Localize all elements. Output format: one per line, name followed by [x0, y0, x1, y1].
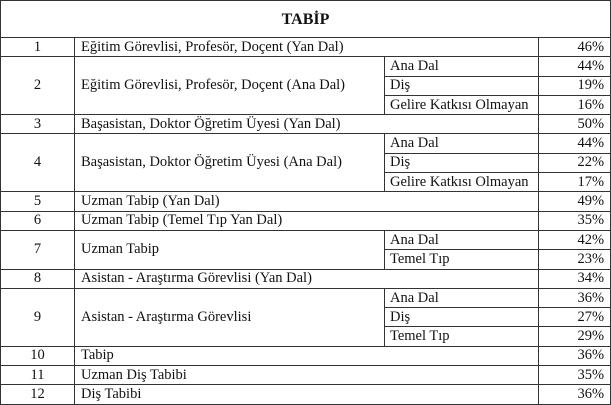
- row-number: 10: [1, 346, 75, 365]
- row-percentage: 35%: [539, 211, 611, 230]
- row-percentage: 36%: [539, 385, 611, 404]
- row-number: 1: [1, 38, 75, 57]
- row-number: 9: [1, 288, 75, 346]
- sub-category-percentage: 29%: [539, 327, 611, 346]
- row-number: 5: [1, 192, 75, 211]
- row-number: 8: [1, 269, 75, 288]
- sub-category-percentage: 42%: [539, 230, 611, 249]
- table-row: [1, 366, 611, 385]
- sub-category-label: Diş: [385, 308, 539, 327]
- table-row: [1, 346, 611, 365]
- sub-category-label: Ana Dal: [385, 57, 539, 76]
- row-label: Başasistan, Doktor Öğretim Üyesi (Yan Dal): [75, 115, 539, 134]
- row-number: 11: [1, 366, 75, 385]
- row-number: 6: [1, 211, 75, 230]
- row-label: Başasistan, Doktor Öğretim Üyesi (Ana Dal): [75, 134, 385, 192]
- row-label: Uzman Tabip: [75, 230, 385, 269]
- row-percentage: 50%: [539, 115, 611, 134]
- sub-category-label: Diş: [385, 76, 539, 95]
- row-number: 2: [1, 57, 75, 115]
- table-row: [1, 269, 611, 288]
- row-number: 12: [1, 385, 75, 404]
- table-row: [1, 211, 611, 230]
- title-row: [1, 1, 611, 38]
- sub-category-label: Diş: [385, 153, 539, 172]
- table-row: [1, 192, 611, 211]
- sub-category-label: Ana Dal: [385, 134, 539, 153]
- table-row: [1, 134, 611, 153]
- table-row: [1, 38, 611, 57]
- row-label: Eğitim Görevlisi, Profesör, Doçent (Yan Dal): [75, 38, 539, 57]
- table-row: [1, 385, 611, 404]
- row-number: 4: [1, 134, 75, 192]
- sub-category-percentage: 16%: [539, 95, 611, 114]
- row-percentage: 36%: [539, 346, 611, 365]
- sub-category-label: Temel Tıp: [385, 250, 539, 269]
- sub-category-label: Gelire Katkısı Olmayan: [385, 95, 539, 114]
- sub-category-percentage: 44%: [539, 134, 611, 153]
- sub-category-label: Ana Dal: [385, 288, 539, 307]
- row-label: Asistan - Araştırma Görevlisi: [75, 288, 385, 346]
- table-row: [1, 115, 611, 134]
- row-label: Uzman Tabip (Yan Dal): [75, 192, 539, 211]
- table-title: TABİP: [1, 1, 611, 38]
- table-row: [1, 288, 611, 307]
- sub-category-percentage: 36%: [539, 288, 611, 307]
- row-number: 7: [1, 230, 75, 269]
- row-label: Diş Tabibi: [75, 385, 539, 404]
- row-number: 3: [1, 115, 75, 134]
- row-percentage: 34%: [539, 269, 611, 288]
- sub-category-percentage: 19%: [539, 76, 611, 95]
- sub-category-percentage: 22%: [539, 153, 611, 172]
- table-body: [1, 38, 611, 405]
- row-label: Uzman Diş Tabibi: [75, 366, 539, 385]
- sub-category-percentage: 27%: [539, 308, 611, 327]
- row-label: Tabip: [75, 346, 539, 365]
- sub-category-label: Ana Dal: [385, 230, 539, 249]
- row-label: Asistan - Araştırma Görevlisi (Yan Dal): [75, 269, 539, 288]
- row-label: Uzman Tabip (Temel Tıp Yan Dal): [75, 211, 539, 230]
- table-row: [1, 230, 611, 249]
- sub-category-percentage: 23%: [539, 250, 611, 269]
- row-percentage: 46%: [539, 38, 611, 57]
- row-percentage: 35%: [539, 366, 611, 385]
- sub-category-label: Temel Tıp: [385, 327, 539, 346]
- sub-category-label: Gelire Katkısı Olmayan: [385, 173, 539, 192]
- sub-category-percentage: 44%: [539, 57, 611, 76]
- row-percentage: 49%: [539, 192, 611, 211]
- table-row: [1, 57, 611, 76]
- sub-category-percentage: 17%: [539, 173, 611, 192]
- row-label: Eğitim Görevlisi, Profesör, Doçent (Ana Dal): [75, 57, 385, 115]
